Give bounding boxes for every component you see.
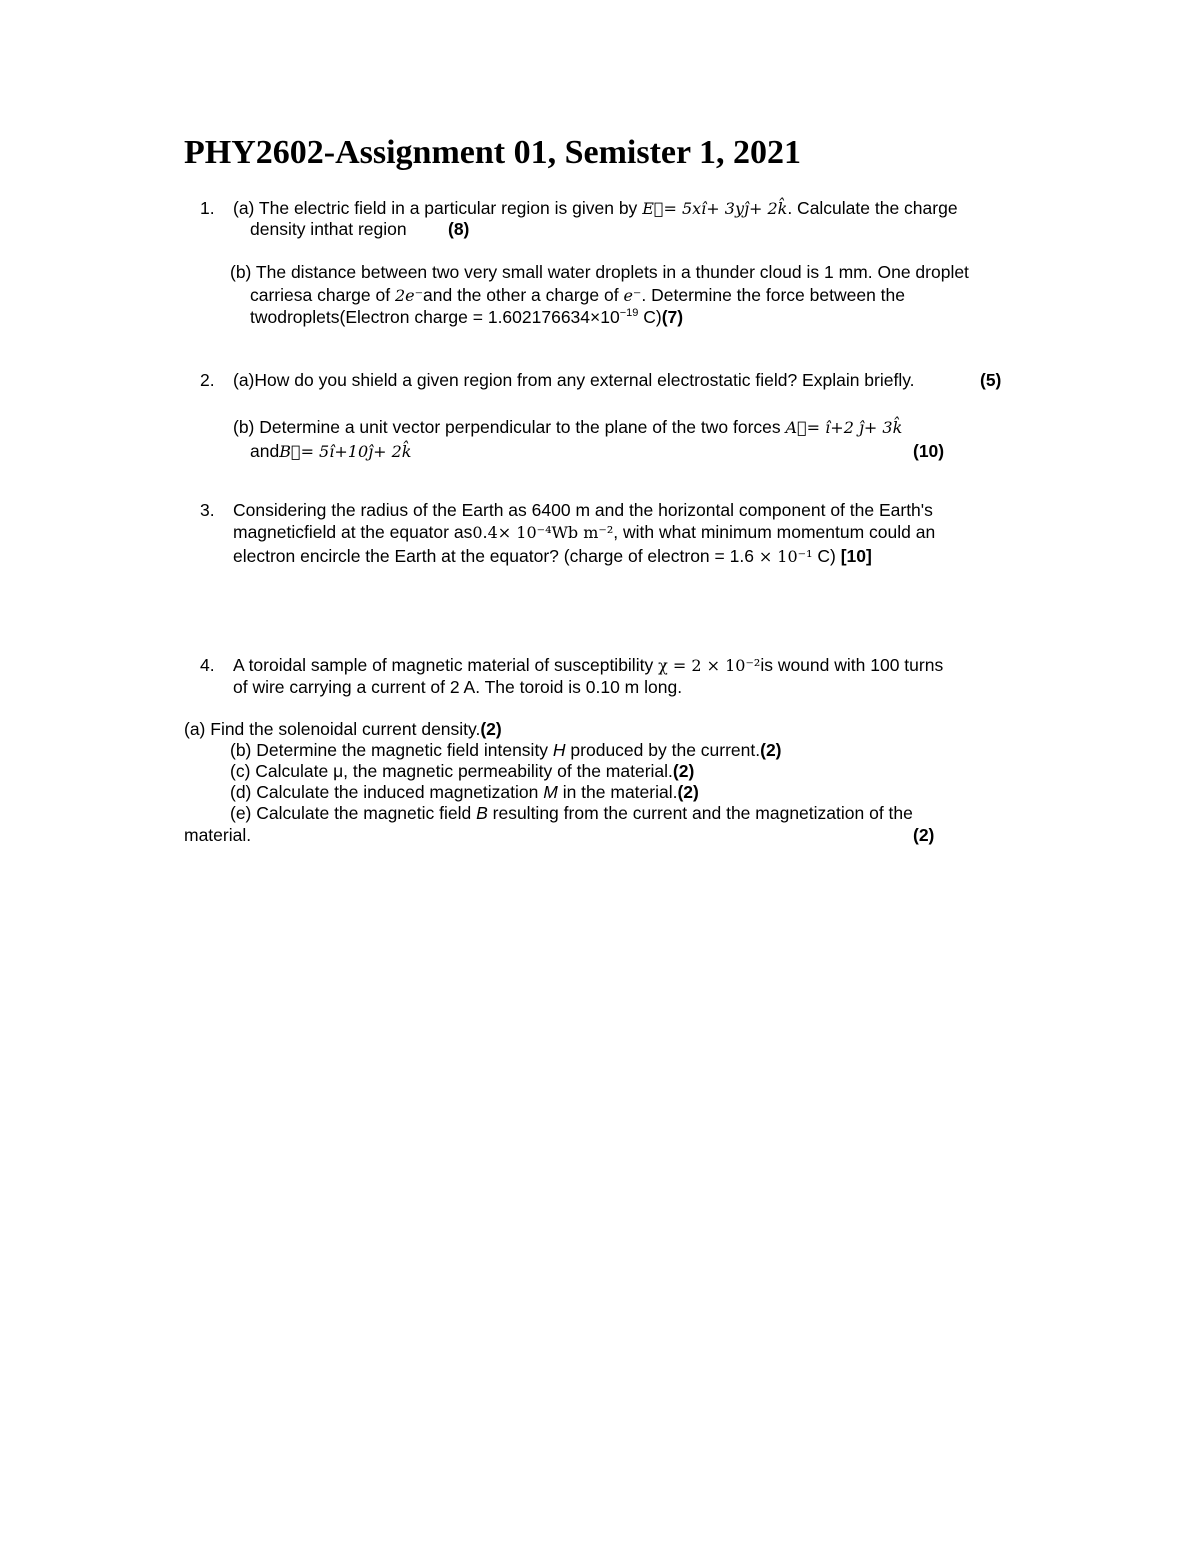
page-title: PHY2602-Assignment 01, Semister 1, 2021 (184, 134, 801, 171)
q4c-text: (c) Calculate μ, the magnetic permeability of the material. (230, 761, 673, 781)
q2b-line1 (233, 417, 902, 438)
q1b-charge1: 2e⁻ (394, 286, 424, 305)
q1b-line2 (250, 285, 905, 306)
q2a-line: (a)How do you shield a given region from any external electrostatic field? Explain briefly. (233, 370, 915, 390)
q2b-line2 (250, 441, 411, 462)
q1b-line1: (b) The distance between two very small water droplets in a thunder cloud is 1 mm. One droplet (230, 262, 969, 282)
q4d-text-cont: in the material. (557, 782, 678, 802)
q2a-marks: (5) (980, 370, 1002, 390)
q1b-text-mid: and the other a charge of (423, 285, 624, 305)
q2b-formula-b: B⃗= 5î+10ĵ+ 2k̂ (279, 442, 412, 461)
q4d-line (230, 782, 699, 802)
q4e-text: (e) Calculate the magnetic field (230, 803, 477, 823)
q1a-line2 (250, 219, 407, 239)
q3-line1: Considering the radius of the Earth as 6400 m and the horizontal component of the Earth's (233, 500, 933, 520)
q1b-text-cont: . Determine the force between the (641, 285, 905, 305)
q3-charge-text: electron encircle the Earth at the equator? (charge of electron = 1.6 (233, 546, 759, 566)
q4-text-cont: is wound with 100 turns (760, 655, 944, 675)
q4d-text: (d) Calculate the induced magnetization (230, 782, 544, 802)
q3-unit: C) (812, 546, 841, 566)
q4b-marks: (2) (760, 740, 782, 760)
q2-number: 2. (200, 370, 215, 390)
q4-formula: χ = 2 × 10⁻² (658, 656, 761, 675)
q1a-line1 (233, 198, 958, 219)
q1a-text: (a) The electric field in a particular region is given by (233, 198, 643, 218)
q4e-var: B (476, 803, 488, 823)
q4e-line2: material. (184, 825, 252, 845)
q4b-line (230, 740, 782, 760)
q2b-and: and (250, 441, 280, 461)
q4d-marks: (2) (677, 782, 699, 802)
q3-line3 (233, 546, 872, 567)
q4-line1 (233, 655, 943, 676)
q4-text: A toroidal sample of magnetic material of susceptibility (233, 655, 659, 675)
q3-formula: 0.4× 10⁻⁴Wb m⁻² (472, 523, 614, 542)
q1a-text-cont: . Calculate the charge (787, 198, 958, 218)
q1b-exponent: −19 (619, 307, 639, 320)
q1b-text: carriesa charge of (250, 285, 395, 305)
q1b-unit: C) (638, 307, 662, 327)
q3-charge-formula: × 10⁻¹ (758, 547, 813, 566)
q4d-var: M (543, 782, 558, 802)
q4c-marks: (2) (672, 761, 695, 781)
q1b-charge2: e⁻ (623, 286, 642, 305)
q4e-marks: (2) (913, 825, 935, 845)
q3-line2 (233, 522, 935, 543)
q4a-marks: (2) (480, 719, 502, 739)
q3-number: 3. (200, 500, 215, 520)
q1a-marks: (8) (448, 219, 470, 239)
q1a-formula: E⃗= 5xî+ 3yĵ+ 2k̂ (642, 199, 788, 218)
q4b-text: (b) Determine the magnetic field intensity (230, 740, 553, 760)
q4b-text-cont: produced by the current. (565, 740, 761, 760)
q3-text-cont: , with what minimum momentum could an (613, 522, 936, 542)
q4b-var: H (552, 740, 566, 760)
q4a-line (184, 719, 502, 739)
q4c-line (230, 761, 694, 781)
q4a-text: (a) Find the solenoidal current density. (184, 719, 481, 739)
q1b-line3 (250, 307, 683, 327)
q3-marks: [10] (840, 546, 872, 566)
q4-number: 4. (200, 655, 215, 675)
q1b-marks: (7) (661, 307, 684, 327)
q2b-text: (b) Determine a unit vector perpendicular to the plane of the two forces (233, 417, 786, 437)
q4e-text-cont: resulting from the current and the magnetization of the (487, 803, 913, 823)
q2b-marks: (10) (913, 441, 945, 461)
q4e-line1 (230, 803, 913, 823)
q4-line2: of wire carrying a current of 2 A. The toroid is 0.10 m long. (233, 677, 683, 697)
q2b-formula-a: A⃗= î+2 ĵ+ 3k̂ (785, 418, 903, 437)
q3-text: magneticfield at the equator as (233, 522, 473, 542)
q1b-charge-text: twodroplets(Electron charge = 1.602176634×10 (250, 307, 620, 327)
q1a-text-end: density inthat region (250, 219, 407, 239)
q1-number: 1. (200, 198, 215, 218)
